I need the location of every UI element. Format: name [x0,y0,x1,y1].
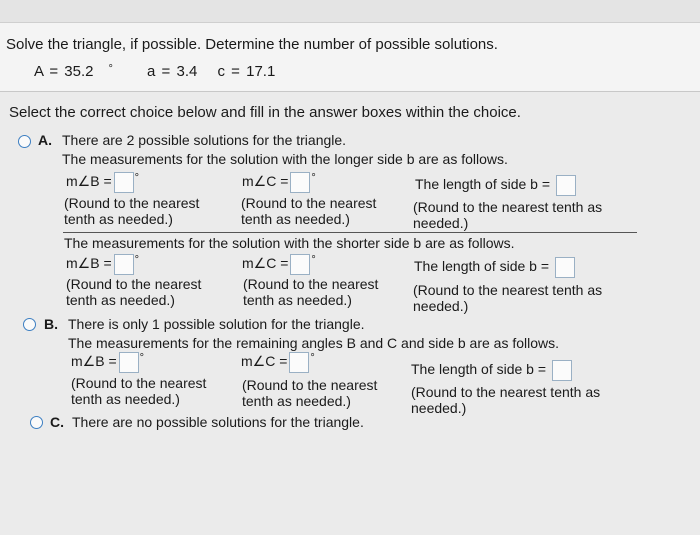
b-angle-b-note: (Round to the nearest tenth as needed.) [71,375,207,407]
a2-angle-c-note: (Round to the nearest tenth as needed.) [243,276,379,308]
a2-side-b-input[interactable] [555,257,575,278]
solution-divider [63,232,637,233]
b-angle-b: m∠B = ° [71,352,144,373]
option-a-letter: A. [38,132,52,148]
problem-panel [0,22,700,92]
a2-angle-c-input[interactable] [290,254,310,275]
a2-side-b-note: (Round to the nearest tenth as needed.) [413,282,603,314]
given-values [34,63,289,80]
given-side-a: a = 3.4 [147,63,198,80]
option-a-radio[interactable] [18,135,31,148]
a2-side-b: The length of side b = [414,257,575,278]
b-angle-b-input[interactable] [119,352,139,373]
option-b-letter: B. [44,316,58,332]
b-angle-c: m∠C = ° [241,352,315,373]
option-c-letter: C. [50,414,64,430]
option-b-statement: There is only 1 possible solution for the triangle. [68,316,365,332]
option-b-heading: The measurements for the remaining angles B and C and side b are as follows. [68,335,560,351]
b-side-b-input[interactable] [552,360,572,381]
problem-question: Solve the triangle, if possible. Determine the number of possible solutions. [6,36,498,53]
option-b-radio[interactable] [23,318,36,331]
b-side-b: The length of side b = [411,360,572,381]
b-side-b-note: (Round to the nearest tenth as needed.) [411,384,601,416]
a1-angle-c-note: (Round to the nearest tenth as needed.) [241,195,377,227]
given-side-c: c = 17.1 [217,63,276,80]
a2-angle-b-input[interactable] [114,254,134,275]
given-angle-a: A = 35.2 ° [34,63,113,80]
option-a-statement: There are 2 possible solutions for the triangle. [62,132,347,148]
a1-angle-c-input[interactable] [290,172,310,193]
a1-side-b-input[interactable] [556,175,576,196]
option-a-longer-heading: The measurements for the solution with the longer side b are as follows. [62,151,508,167]
a1-angle-b: m∠B = ° [66,172,139,193]
a1-side-b-note: (Round to the nearest tenth as needed.) [413,199,603,231]
option-c-radio[interactable] [30,416,43,429]
a1-angle-b-input[interactable] [114,172,134,193]
a1-side-b: The length of side b = [415,175,576,196]
instruction-text: Select the correct choice below and fill in the answer boxes within the choice. [9,104,521,121]
b-angle-c-input[interactable] [289,352,309,373]
a1-angle-c: m∠C = ° [242,172,316,193]
a2-angle-b: m∠B = ° [66,254,139,275]
option-c-statement: There are no possible solutions for the triangle. [72,414,364,430]
b-angle-c-note: (Round to the nearest tenth as needed.) [242,377,378,409]
option-a-shorter-heading: The measurements for the solution with the shorter side b are as follows. [64,235,515,251]
a2-angle-c: m∠C = ° [242,254,316,275]
a2-angle-b-note: (Round to the nearest tenth as needed.) [66,276,202,308]
a1-angle-b-note: (Round to the nearest tenth as needed.) [64,195,200,227]
